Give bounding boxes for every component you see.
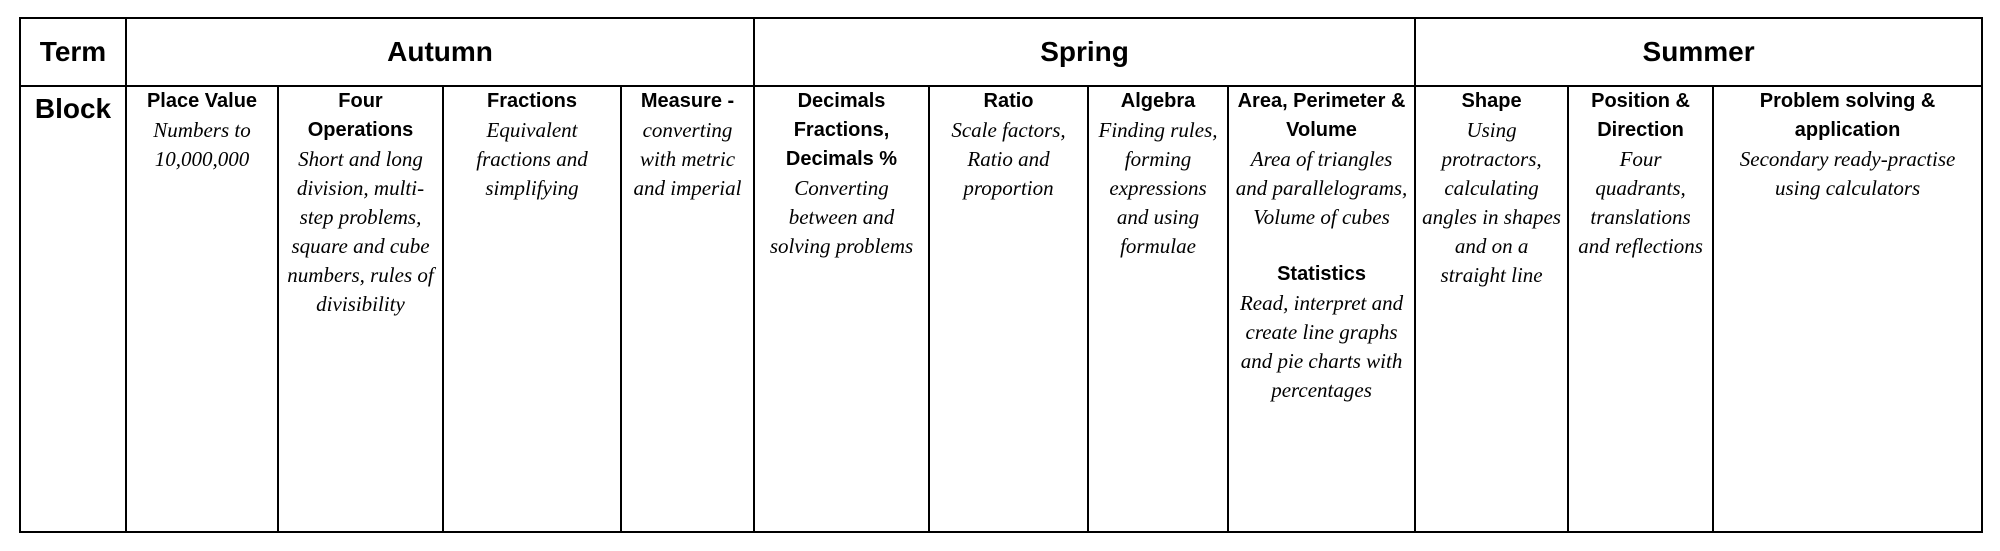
block-title: Area, Perimeter & Volume [1237, 90, 1406, 141]
block-description: Converting between and solving problems [769, 176, 914, 258]
block-row [20, 86, 1982, 532]
block-description: Area of triangles and parallelograms, Volume of cubes [1235, 147, 1408, 229]
block-title: Measure - [640, 90, 735, 112]
block-measure [621, 86, 754, 532]
term-row [20, 18, 1982, 86]
term-summer: Summer [1415, 18, 1982, 86]
term-autumn: Autumn [126, 18, 754, 86]
block-algebra [1088, 86, 1228, 532]
term-label: Term [20, 18, 126, 86]
block-title: Position & Direction [1591, 90, 1690, 141]
block-title: Ratio [983, 90, 1034, 112]
block-description: Scale factors, Ratio and proportion [951, 118, 1066, 200]
block-description: Using protractors, calculating angles in shapes and on a straight line [1422, 118, 1561, 287]
block-title: Shape [1461, 90, 1522, 112]
block-four-operations [278, 86, 443, 532]
block-description: Equivalent fractions and simplifying [476, 118, 588, 200]
term-spring: Spring [754, 18, 1415, 86]
block-place-value [126, 86, 278, 532]
block-position-direction [1568, 86, 1713, 532]
block-description: Numbers to 10,000,000 [153, 118, 251, 171]
block-title: Algebra [1120, 90, 1196, 112]
block-description: Short and long division, multi-step problems, square and cube numbers, rules of divisibility [287, 147, 434, 316]
block-ratio [929, 86, 1088, 532]
block-title: Problem solving & application [1759, 90, 1936, 141]
block-title-statistics: Statistics [1277, 263, 1366, 285]
block-description-statistics: Read, interpret and create line graphs and pie charts with percentages [1239, 291, 1404, 402]
block-fractions [443, 86, 621, 532]
block-decimals [754, 86, 929, 532]
block-title: Place Value [146, 90, 258, 112]
block-description: Finding rules, forming expressions and using formulae [1098, 118, 1218, 258]
block-title: Four Operations [307, 90, 414, 141]
block-title: Decimals Fractions, Decimals % [785, 90, 898, 170]
block-label: Block [20, 86, 126, 532]
block-title: Fractions [486, 90, 578, 112]
block-shape [1415, 86, 1568, 532]
block-description: converting with metric and imperial [633, 118, 742, 200]
curriculum-table [19, 17, 1983, 533]
block-area-perimeter-volume [1228, 86, 1415, 532]
block-description: Secondary ready-practise using calculators [1739, 147, 1956, 200]
block-description: Four quadrants, translations and reflections [1578, 147, 1703, 258]
block-problem-solving [1713, 86, 1982, 532]
